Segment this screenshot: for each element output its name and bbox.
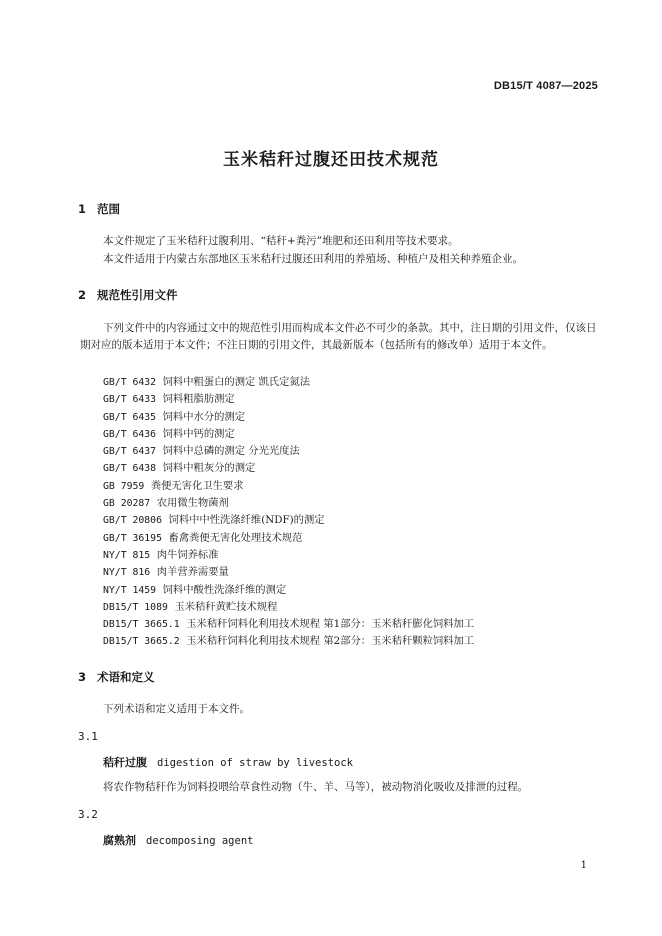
- reference-code: GB/T 36195: [103, 532, 162, 544]
- clause-number-3-2: 3.2: [78, 808, 98, 821]
- term-3-1-definition: 将农作物秸秆作为饲料投喂给草食性动物（牛、羊、马等），被动物消化吸收及排泄的过程。: [103, 781, 529, 793]
- terms-intro: 下列术语和定义适用于本文件。: [103, 703, 250, 715]
- reference-item: [103, 495, 474, 512]
- reference-code: GB/T 20806: [103, 515, 162, 527]
- section-number: 1: [78, 202, 87, 216]
- reference-item: [103, 478, 474, 495]
- reference-name: 饲料中水分的测定: [162, 410, 246, 423]
- reference-item: [103, 599, 474, 616]
- term-english: decomposing agent: [146, 835, 254, 847]
- term-english: digestion of straw by livestock: [157, 757, 353, 769]
- section-title: 术语和定义: [97, 670, 155, 684]
- reference-name: 饲料中总磷的测定 分光光度法: [162, 445, 300, 458]
- section-title: 范围: [97, 202, 120, 216]
- reference-name: 玉米秸秆饲料化利用技术规程 第2部分：玉米秸秆颗粒饲料加工: [186, 635, 475, 648]
- reference-code: DB15/T 3665.2: [103, 636, 180, 648]
- reference-item: [103, 512, 474, 529]
- reference-name: 畜禽粪便无害化处理技术规范: [168, 531, 303, 544]
- reference-item: [103, 547, 474, 564]
- section-title: 规范性引用文件: [97, 288, 178, 302]
- reference-name: 玉米秸秆饲料化利用技术规程 第1部分：玉米秸秆膨化饲料加工: [186, 618, 475, 631]
- reference-code: NY/T 1459: [103, 584, 157, 596]
- reference-name: 肉羊营养需要量: [156, 566, 229, 579]
- term-chinese: 腐熟剂: [103, 834, 136, 847]
- reference-item: [103, 633, 474, 650]
- reference-item: [103, 616, 474, 633]
- reference-code: GB/T 6432: [103, 377, 157, 388]
- reference-item: [103, 426, 474, 443]
- section-3-heading: [78, 669, 155, 685]
- page-number: 1: [580, 860, 587, 871]
- reference-name: 肉牛饲养标准: [156, 548, 219, 561]
- reference-code: GB/T 6437: [103, 446, 157, 458]
- reference-item: [103, 564, 474, 581]
- reference-list: [103, 374, 474, 651]
- standard-number: DB15/T 4087—2025: [493, 80, 598, 92]
- reference-item: [103, 443, 474, 460]
- reference-item: [103, 460, 474, 477]
- reference-name: 玉米秸秆黄贮技术规程: [174, 600, 278, 613]
- normative-intro: 下列文件中的内容通过文中的规范性引用而构成本文件必不可少的条款。其中，注日期的引用文件，仅该日期对应的版本适用于本文件；不注日期的引用文件，其最新版本（包括所有的修改单）适用于本文件。: [80, 322, 597, 351]
- reference-code: DB15/T 1089: [103, 601, 168, 613]
- term-3-2: [103, 832, 253, 848]
- scope-paragraph-1: 本文件规定了玉米秸秆过腹利用、“秸秆+粪污”堆肥和还田利用等技术要求。: [103, 235, 459, 247]
- reference-name: 饲料粗脂肪测定: [162, 393, 235, 406]
- reference-name: 饲料中钙的测定: [162, 427, 235, 440]
- reference-name: 饲料中粗蛋白的测定 凯氏定氮法: [162, 376, 311, 388]
- reference-name: 农用微生物菌剂: [156, 497, 229, 510]
- section-number: 2: [78, 288, 87, 302]
- term-chinese: 秸秆过腹: [103, 756, 147, 769]
- reference-name: 粪便无害化卫生要求: [150, 479, 244, 492]
- reference-code: GB/T 6438: [103, 463, 157, 475]
- reference-item: [103, 582, 474, 599]
- reference-code: GB 20287: [103, 498, 151, 510]
- reference-name: 饲料中中性洗涤纤维(NDF)的测定: [168, 514, 325, 527]
- section-1-heading: [78, 201, 120, 217]
- reference-item: [103, 374, 474, 391]
- reference-name: 饲料中粗灰分的测定: [162, 462, 256, 475]
- term-3-1: [103, 754, 353, 770]
- reference-code: GB/T 6435: [103, 411, 157, 423]
- section-number: 3: [78, 670, 87, 684]
- reference-item: [103, 409, 474, 426]
- section-2-heading: [78, 287, 178, 303]
- reference-item: [103, 530, 474, 547]
- document-title: 玉米秸秆过腹还田技术规范: [223, 150, 439, 170]
- reference-code: NY/T 816: [103, 567, 151, 579]
- reference-code: DB15/T 3665.1: [103, 619, 180, 631]
- reference-code: GB 7959: [103, 480, 145, 492]
- reference-name: 饲料中酸性洗涤纤维的测定: [162, 583, 287, 596]
- clause-number-3-1: 3.1: [78, 730, 98, 743]
- reference-code: NY/T 815: [103, 549, 151, 561]
- reference-item: [103, 391, 474, 408]
- scope-paragraph-2: 本文件适用于内蒙古东部地区玉米秸秆过腹还田利用的养殖场、种植户及相关种养殖企业。: [103, 253, 523, 265]
- reference-code: GB/T 6436: [103, 428, 157, 440]
- reference-code: GB/T 6433: [103, 394, 157, 406]
